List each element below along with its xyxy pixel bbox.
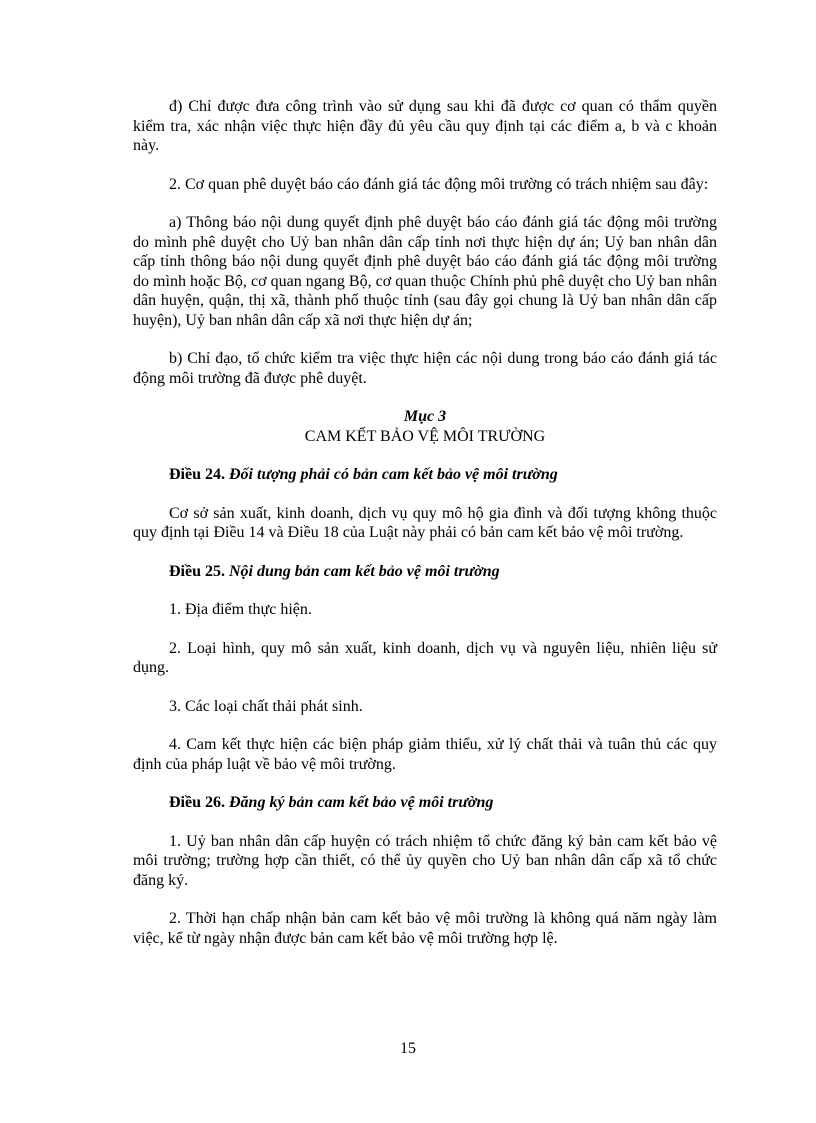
section-heading (133, 407, 717, 446)
article-26-item: 1. Uỷ ban nhân dân cấp huyện có trách nhiệm tổ chức đăng ký bản cam kết bảo vệ môi trường; trường hợp cần thiết, có thể ủy quyền cho Uỷ ban nhân dân cấp xã tổ chức đăng ký. (133, 832, 717, 889)
article-24-title: Đối tượng phải có bản cam kết bảo vệ môi trường (229, 466, 558, 483)
article-26-heading (133, 793, 717, 813)
article-25-item: 1. Địa điểm thực hiện. (169, 601, 312, 618)
paragraph-point-a: a) Thông báo nội dung quyết định phê duyệt báo cáo đánh giá tác động môi trường do mình phê duyệt cho Uỷ ban nhân dân cấp tỉnh nơi thực hiện dự án; Uỷ ban nhân dân cấp tỉnh thông báo nội dung quyết định phê duyệt báo cáo đánh giá tác động môi trường do mình hoặc Bộ, cơ quan ngang Bộ, cơ quan thuộc Chính phủ phê duyệt cho Uỷ ban nhân dân huyện, quận, thị xã, thành phố thuộc tỉnh (sau đây gọi chung là Uỷ ban nhân dân cấp huyện), Uỷ ban nhân dân cấp xã nơi thực hiện dự án; (133, 214, 717, 329)
page-number: 15 (400, 1040, 416, 1057)
article-24-heading (133, 465, 717, 485)
paragraph-point-dd: đ) Chỉ được đưa công trình vào sử dụng sau khi đã được cơ quan có thẩm quyền kiểm tra, xác nhận việc thực hiện đầy đủ yêu cầu quy định tại các điểm a, b và c khoản này. (133, 98, 717, 154)
article-26-item: 2. Thời hạn chấp nhận bản cam kết bảo vệ môi trường là không quá năm ngày làm việc, kể từ ngày nhận được bản cam kết bảo vệ môi trường hợp lệ. (133, 910, 717, 947)
article-25-item: 4. Cam kết thực hiện các biện pháp giảm thiểu, xử lý chất thải và tuân thủ các quy định của pháp luật về bảo vệ môi trường. (133, 736, 717, 773)
article-26-label: Điều 26. (169, 794, 225, 811)
article-26-title: Đăng ký bản cam kết bảo vệ môi trường (229, 794, 494, 811)
article-25-label: Điều 25. (169, 562, 225, 580)
section-number: Mục 3 (403, 408, 447, 425)
document-page (133, 97, 717, 967)
paragraph-point-b: b) Chỉ đạo, tổ chức kiểm tra việc thực hiện các nội dung trong báo cáo đánh giá tác động môi trường đã được phê duyệt. (133, 350, 717, 387)
paragraph-clause-2: 2. Cơ quan phê duyệt báo cáo đánh giá tác động môi trường có trách nhiệm sau đây: (169, 175, 709, 193)
article-25-heading (133, 562, 717, 582)
article-24-body: Cơ sở sản xuất, kinh doanh, dịch vụ quy mô hộ gia đình và đối tượng không thuộc quy định tại Điều 14 và Điều 18 của Luật này phải có bản cam kết bảo vệ môi trường. (133, 504, 717, 541)
article-24-label: Điều 24. (169, 466, 225, 483)
article-25-item: 3. Các loại chất thải phát sinh. (169, 697, 363, 715)
section-title: CAM KẾT BẢO VỆ MÔI TRƯỜNG (304, 427, 546, 445)
article-25-title: Nội dung bản cam kết bảo vệ môi trường (229, 562, 500, 580)
article-25-item: 2. Loại hình, quy mô sản xuất, kinh doanh, dịch vụ và nguyên liệu, nhiên liệu sử dụng. (133, 639, 717, 676)
